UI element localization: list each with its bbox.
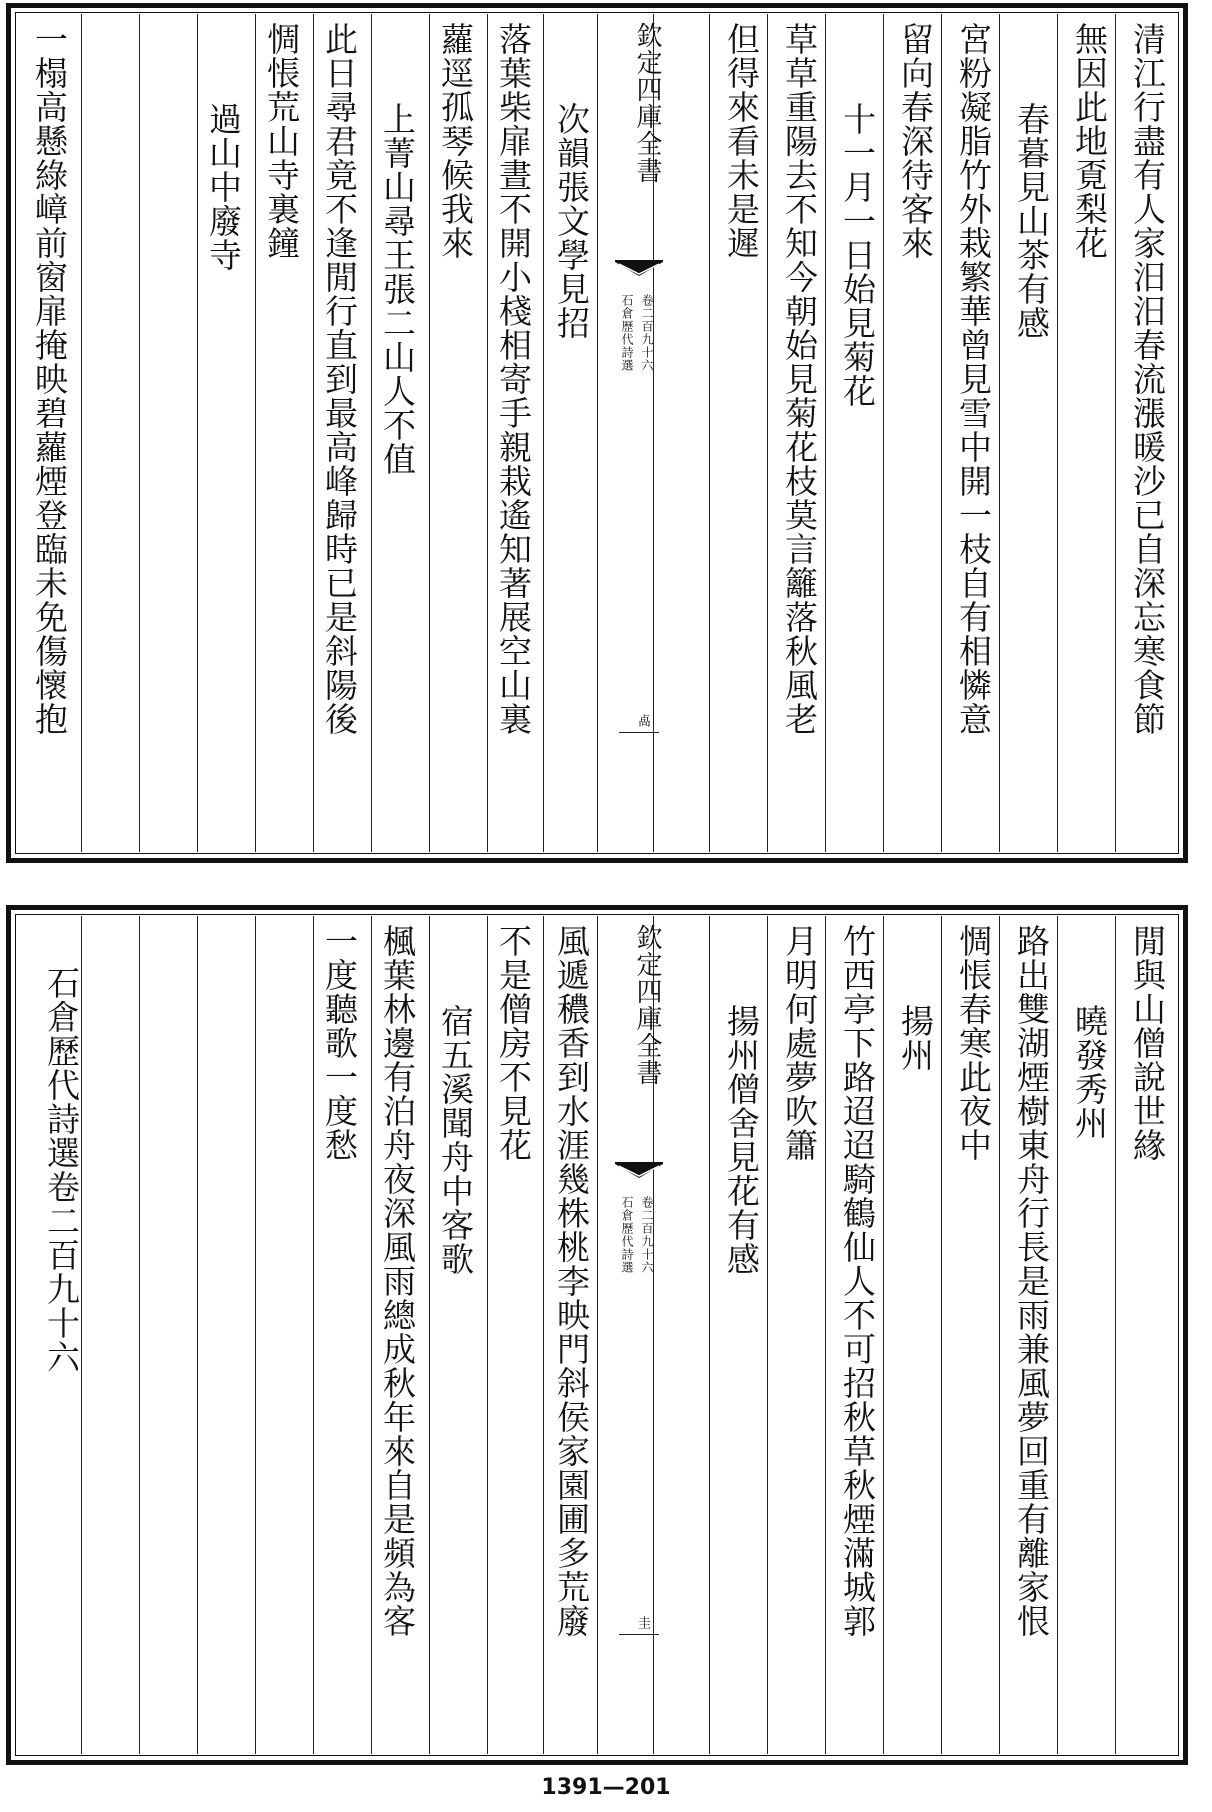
column-rule xyxy=(709,14,710,852)
column-rule xyxy=(543,916,544,1754)
column-rule xyxy=(1115,916,1116,1754)
column-rule xyxy=(883,14,884,852)
poem-title: 曉發秀州 xyxy=(1070,1004,1109,1140)
column-rule xyxy=(999,916,1000,1754)
text-column: 惆悵荒山寺裏鐘 xyxy=(262,22,301,260)
margin-page-number: 圭 xyxy=(635,1616,650,1629)
column-rule xyxy=(429,916,430,1754)
column-rule xyxy=(313,14,314,852)
column-rule xyxy=(825,14,826,852)
column-rule xyxy=(139,14,140,852)
column-rule xyxy=(313,916,314,1754)
page-footer-number: 1391—201 xyxy=(541,1775,671,1800)
column-rule xyxy=(487,916,488,1754)
column-rule xyxy=(1057,916,1058,1754)
column-rule xyxy=(767,14,768,852)
book-title: 欽定四庫全書 xyxy=(632,22,662,184)
poem-title: 揚州 xyxy=(896,1004,935,1072)
column-rule xyxy=(709,916,710,1754)
fishtail-mark-icon xyxy=(615,1162,663,1180)
margin-volume: 卷二百九十六 xyxy=(640,294,654,372)
column-rule xyxy=(81,916,82,1754)
text-column: 但得來看未是遲 xyxy=(722,22,761,260)
poem-title: 宿五溪聞舟中客歌 xyxy=(436,1004,475,1276)
poem-title: 十一月一日始見菊花 xyxy=(838,102,877,408)
text-column: 風遞穠香到水涯幾株桃李映門斜侯家園圃多荒廢 xyxy=(552,924,591,1638)
column-rule xyxy=(597,916,598,1754)
margin-rule xyxy=(619,1634,659,1635)
column-rule xyxy=(371,14,372,852)
text-column: 草草重陽去不知今朝始見菊花枝莫言籬落秋風老 xyxy=(780,22,819,736)
column-rule xyxy=(255,14,256,852)
volume-end-title: 石倉歷代詩選卷二百九十六 xyxy=(42,966,81,1374)
margin-volume: 卷二百九十六 xyxy=(640,1196,654,1274)
column-rule xyxy=(139,916,140,1754)
column-rule xyxy=(255,916,256,1754)
column-rule xyxy=(81,14,82,852)
margin-book-name: 石倉歷代詩選 xyxy=(620,1196,634,1274)
margin-page-number: 卨 xyxy=(635,714,650,727)
text-column: 一度聽歌一度愁 xyxy=(320,924,359,1162)
margin-book-name: 石倉歷代詩選 xyxy=(620,294,634,372)
text-column: 清江行盡有人家汨汨春流漲暖沙已自深忘寒食節 xyxy=(1128,22,1167,736)
text-column: 路出雙湖煙樹東舟行長是雨兼風夢回重有離家恨 xyxy=(1012,924,1051,1638)
text-column: 無因此地覔梨花 xyxy=(1070,22,1109,260)
poem-title: 春暮見山茶有感 xyxy=(1012,102,1051,340)
column-rule xyxy=(487,14,488,852)
margin-rule xyxy=(619,732,659,733)
column-rule xyxy=(999,14,1000,852)
poem-title: 揚州僧舍見花有感 xyxy=(722,1004,761,1276)
text-column: 月明何處夢吹簫 xyxy=(780,924,819,1162)
column-rule xyxy=(1057,14,1058,852)
column-rule xyxy=(429,14,430,852)
book-title: 欽定四庫全書 xyxy=(632,924,662,1086)
column-rule xyxy=(941,916,942,1754)
text-column: 竹西亭下路迢迢騎鶴仙人不可招秋草秋煙滿城郭 xyxy=(838,924,877,1638)
column-rule xyxy=(1115,14,1116,852)
column-rule xyxy=(883,916,884,1754)
column-rule xyxy=(767,916,768,1754)
text-column: 惆悵春寒此夜中 xyxy=(954,924,993,1162)
text-column: 落葉柴扉晝不開小棧相寄手親栽遙知著展空山裏 xyxy=(494,22,533,736)
poem-title: 過山中廢寺 xyxy=(204,102,243,272)
page-center-column xyxy=(611,14,667,852)
page-upper xyxy=(6,3,1188,863)
text-column: 一榻高懸綠嶂前窗扉掩映碧蘿煙登臨未免傷懷抱 xyxy=(30,22,69,736)
text-column: 閒與山僧說世緣 xyxy=(1128,924,1167,1162)
text-column: 宮粉凝脂竹外栽繁華曾見雪中開一枝自有相憐意 xyxy=(954,22,993,736)
text-column: 楓葉林邊有泊舟夜深風雨總成秋年來自是頻為客 xyxy=(378,924,417,1638)
text-column: 此日尋君竟不逢閒行直到最高峰歸時已是斜陽後 xyxy=(320,22,359,736)
text-column: 蘿逕孤琴候我來 xyxy=(436,22,475,260)
column-rule xyxy=(597,14,598,852)
column-rule xyxy=(197,14,198,852)
column-rule xyxy=(371,916,372,1754)
text-column: 留向春深待客來 xyxy=(896,22,935,260)
poem-title: 上菁山尋王張二山人不值 xyxy=(378,102,417,476)
column-rule xyxy=(543,14,544,852)
poem-title: 次韻張文學見招 xyxy=(552,102,591,340)
page-center-column xyxy=(611,916,667,1754)
column-rule xyxy=(941,14,942,852)
column-rule xyxy=(825,916,826,1754)
text-column: 不是僧房不見花 xyxy=(494,924,533,1162)
page-lower xyxy=(6,905,1188,1765)
column-rule xyxy=(197,916,198,1754)
fishtail-mark-icon xyxy=(615,260,663,278)
